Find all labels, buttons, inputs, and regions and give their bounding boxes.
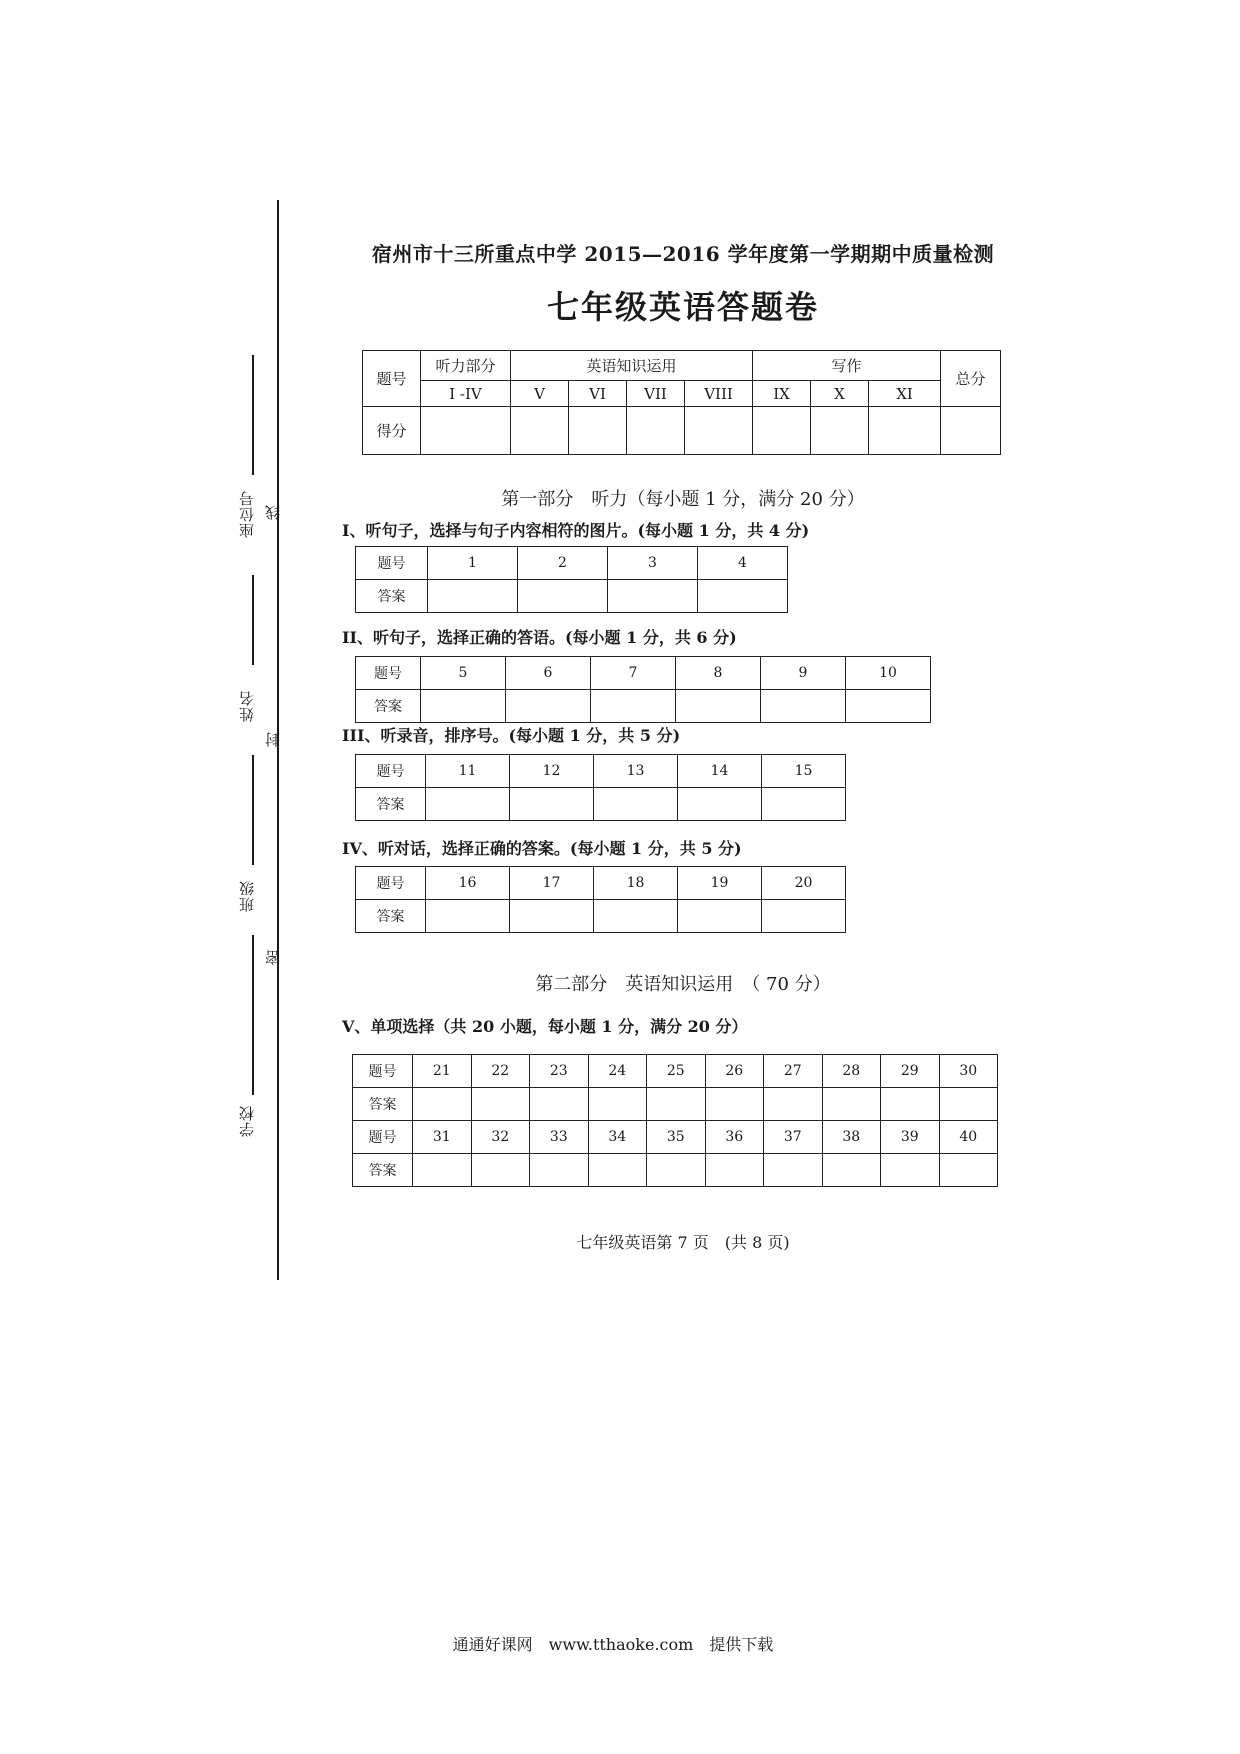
question-label: 题号 xyxy=(356,657,421,690)
answer-label: 答案 xyxy=(356,900,426,933)
question-number: 28 xyxy=(822,1055,881,1088)
score-cell[interactable] xyxy=(753,407,811,455)
question-number: 14 xyxy=(678,755,762,788)
question-number: 7 xyxy=(591,657,676,690)
score-header-knowledge: 英语知识运用 xyxy=(511,351,753,381)
question-number: 39 xyxy=(881,1121,940,1154)
answer-cell[interactable] xyxy=(421,690,506,723)
answer-cell[interactable] xyxy=(822,1154,881,1187)
question-number: 32 xyxy=(471,1121,530,1154)
question-number: 33 xyxy=(530,1121,589,1154)
section1-answer-table xyxy=(355,546,788,613)
answer-cell[interactable] xyxy=(426,900,510,933)
name-blank-line xyxy=(252,575,254,665)
question-number: 6 xyxy=(506,657,591,690)
score-table xyxy=(362,350,1001,455)
score-sub-header: V xyxy=(511,381,569,407)
answer-label: 答案 xyxy=(353,1154,413,1187)
answer-cell[interactable] xyxy=(762,900,846,933)
question-number: 15 xyxy=(762,755,846,788)
answer-cell[interactable] xyxy=(591,690,676,723)
answer-cell[interactable] xyxy=(413,1154,472,1187)
answer-cell[interactable] xyxy=(678,788,762,821)
answer-cell[interactable] xyxy=(881,1154,940,1187)
section3-title: III、听录音，排序号。(每小题 1 分，共 5 分) xyxy=(342,726,681,745)
score-cell[interactable] xyxy=(569,407,627,455)
score-sub-header: VIII xyxy=(685,381,753,407)
score-header-question: 题号 xyxy=(363,351,421,407)
question-number: 18 xyxy=(594,867,678,900)
answer-label: 答案 xyxy=(356,580,428,613)
question-label: 题号 xyxy=(353,1121,413,1154)
answer-cell[interactable] xyxy=(588,1088,647,1121)
answer-cell[interactable] xyxy=(426,788,510,821)
question-number: 27 xyxy=(764,1055,823,1088)
question-number: 26 xyxy=(705,1055,764,1088)
question-number: 19 xyxy=(678,867,762,900)
score-sub-header: IX xyxy=(753,381,811,407)
answer-cell[interactable] xyxy=(647,1088,706,1121)
name-label: 姓名 xyxy=(238,690,256,722)
answer-cell[interactable] xyxy=(762,788,846,821)
school-label: 学校 xyxy=(238,1105,256,1137)
question-number: 13 xyxy=(594,755,678,788)
answer-cell[interactable] xyxy=(939,1154,998,1187)
answer-cell[interactable] xyxy=(530,1154,589,1187)
section3-answer-table xyxy=(355,754,846,821)
question-number: 36 xyxy=(705,1121,764,1154)
question-number: 2 xyxy=(518,547,608,580)
section5-answer-table xyxy=(352,1054,998,1187)
answer-cell[interactable] xyxy=(764,1088,823,1121)
answer-cell[interactable] xyxy=(698,580,788,613)
answer-cell[interactable] xyxy=(594,900,678,933)
score-cell[interactable] xyxy=(811,407,869,455)
score-cell[interactable] xyxy=(627,407,685,455)
question-number: 34 xyxy=(588,1121,647,1154)
binding-mark-seal: 封 xyxy=(264,732,282,747)
question-number: 4 xyxy=(698,547,788,580)
question-number: 37 xyxy=(764,1121,823,1154)
question-number: 25 xyxy=(647,1055,706,1088)
binding-mark-line: 线 xyxy=(264,505,282,520)
question-number: 5 xyxy=(421,657,506,690)
answer-cell[interactable] xyxy=(518,580,608,613)
answer-cell[interactable] xyxy=(510,788,594,821)
answer-cell[interactable] xyxy=(822,1088,881,1121)
score-header-listening: 听力部分 xyxy=(421,351,511,381)
answer-label: 答案 xyxy=(356,690,421,723)
section2-title: II、听句子，选择正确的答语。(每小题 1 分，共 6 分) xyxy=(342,628,737,647)
answer-cell[interactable] xyxy=(471,1088,530,1121)
school-blank-line xyxy=(252,935,254,1095)
score-sub-header: VI xyxy=(569,381,627,407)
answer-cell[interactable] xyxy=(939,1088,998,1121)
answer-cell[interactable] xyxy=(588,1154,647,1187)
part2-title: 第二部分 英语知识运用 （ 70 分） xyxy=(535,974,831,995)
answer-label: 答案 xyxy=(356,788,426,821)
download-source-footer: 通通好课网 www.tthaoke.com 提供下载 xyxy=(452,1635,774,1654)
question-number: 17 xyxy=(510,867,594,900)
score-cell[interactable] xyxy=(511,407,569,455)
question-number: 40 xyxy=(939,1121,998,1154)
seat-blank-line xyxy=(252,355,254,475)
question-label: 题号 xyxy=(356,867,426,900)
score-sub-header: X xyxy=(811,381,869,407)
question-number: 22 xyxy=(471,1055,530,1088)
question-number: 38 xyxy=(822,1121,881,1154)
score-cell[interactable] xyxy=(869,407,941,455)
score-sub-header: XI xyxy=(869,381,941,407)
score-header-writing: 写作 xyxy=(753,351,941,381)
question-label: 题号 xyxy=(356,755,426,788)
question-number: 23 xyxy=(530,1055,589,1088)
question-number: 20 xyxy=(762,867,846,900)
question-number: 12 xyxy=(510,755,594,788)
answer-cell[interactable] xyxy=(676,690,761,723)
class-label: 班级 xyxy=(238,880,256,912)
answer-cell[interactable] xyxy=(647,1154,706,1187)
question-number: 8 xyxy=(676,657,761,690)
question-number: 29 xyxy=(881,1055,940,1088)
question-number: 16 xyxy=(426,867,510,900)
section4-title: IV、听对话，选择正确的答案。(每小题 1 分，共 5 分) xyxy=(342,839,742,858)
score-sub-header: VII xyxy=(627,381,685,407)
binding-mark-secret: 密 xyxy=(264,950,282,965)
section2-answer-table xyxy=(355,656,931,723)
seat-number-label: 座位号 xyxy=(238,490,256,538)
question-number: 3 xyxy=(608,547,698,580)
score-cell[interactable] xyxy=(421,407,511,455)
part1-title: 第一部分 听力（每小题 1 分，满分 20 分） xyxy=(501,489,865,510)
answer-cell[interactable] xyxy=(678,900,762,933)
answer-cell[interactable] xyxy=(530,1088,589,1121)
question-number: 10 xyxy=(846,657,931,690)
answer-cell[interactable] xyxy=(705,1154,764,1187)
section4-answer-table xyxy=(355,866,846,933)
answer-sheet-title: 七年级英语答题卷 xyxy=(546,288,819,326)
question-number: 11 xyxy=(426,755,510,788)
answer-cell[interactable] xyxy=(471,1154,530,1187)
answer-cell[interactable] xyxy=(881,1088,940,1121)
class-blank-line xyxy=(252,755,254,865)
score-sub-header: I -IV xyxy=(421,381,511,407)
section5-title: V、单项选择（共 20 小题，每小题 1 分，满分 20 分） xyxy=(342,1017,748,1036)
exam-header-title: 宿州市十三所重点中学 2015—2016 学年度第一学期期中质量检测 xyxy=(371,242,995,266)
question-number: 24 xyxy=(588,1055,647,1088)
answer-cell[interactable] xyxy=(705,1088,764,1121)
answer-cell[interactable] xyxy=(846,690,931,723)
answer-label: 答案 xyxy=(353,1088,413,1121)
question-number: 35 xyxy=(647,1121,706,1154)
answer-cell[interactable] xyxy=(608,580,698,613)
question-number: 9 xyxy=(761,657,846,690)
answer-cell[interactable] xyxy=(761,690,846,723)
answer-cell[interactable] xyxy=(506,690,591,723)
section1-title: I、听句子，选择与句子内容相符的图片。(每小题 1 分，共 4 分) xyxy=(342,521,810,540)
answer-cell[interactable] xyxy=(510,900,594,933)
score-cell-total[interactable] xyxy=(941,407,1001,455)
score-cell[interactable] xyxy=(685,407,753,455)
question-number: 31 xyxy=(413,1121,472,1154)
question-number: 30 xyxy=(939,1055,998,1088)
answer-cell[interactable] xyxy=(764,1154,823,1187)
answer-cell[interactable] xyxy=(594,788,678,821)
question-number: 1 xyxy=(428,547,518,580)
question-label: 题号 xyxy=(356,547,428,580)
answer-cell[interactable] xyxy=(428,580,518,613)
question-number: 21 xyxy=(413,1055,472,1088)
page-number-footer: 七年级英语第 7 页 (共 8 页) xyxy=(576,1233,790,1252)
question-label: 题号 xyxy=(353,1055,413,1088)
score-row-label: 得分 xyxy=(363,407,421,455)
answer-cell[interactable] xyxy=(413,1088,472,1121)
score-header-total: 总分 xyxy=(941,351,1001,407)
